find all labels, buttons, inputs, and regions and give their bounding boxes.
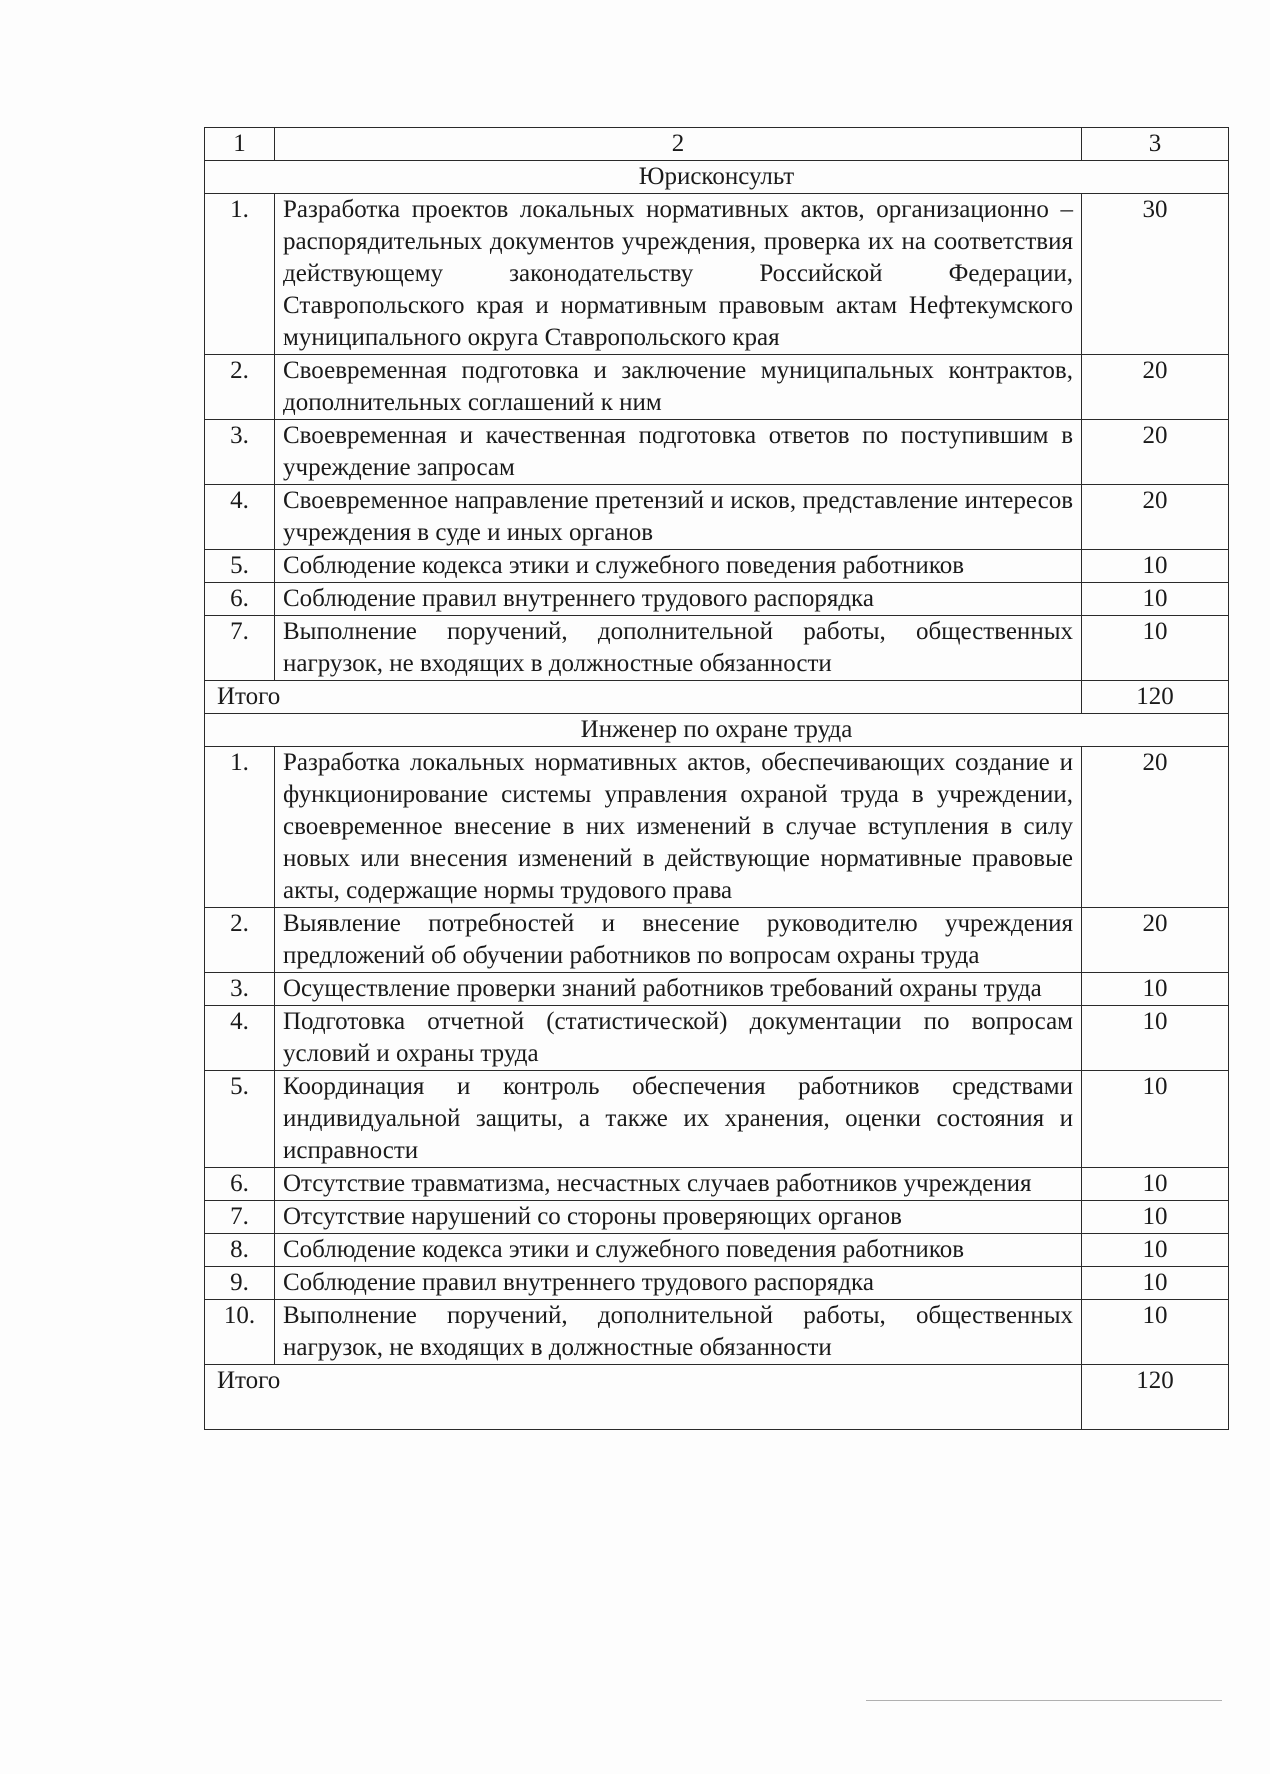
row-points: 10 [1082, 583, 1229, 616]
row-number: 1. [205, 747, 275, 908]
row-description: Осуществление проверки знаний работников требований охраны труда [275, 973, 1082, 1006]
row-points: 20 [1082, 908, 1229, 973]
total-label: Итого [205, 681, 1082, 714]
section-title-row [205, 161, 1229, 194]
row-points: 20 [1082, 355, 1229, 420]
table-row [205, 550, 1229, 583]
row-number: 2. [205, 355, 275, 420]
row-number: 4. [205, 485, 275, 550]
row-number: 8. [205, 1234, 275, 1267]
table-row [205, 973, 1229, 1006]
row-description: Своевременная подготовка и заключение муниципальных контрактов, дополнительных соглашений к ним [275, 355, 1082, 420]
table-row [205, 485, 1229, 550]
table-row [205, 1300, 1229, 1365]
header-col-3: 3 [1082, 128, 1229, 161]
row-description: Разработка локальных нормативных актов, обеспечивающих создание и функционирование системы управления охраной труда в учреждении, своевременное внесение в них изменений в случае вступления в силу новых или внесения изменений в действующие нормативные правовые акты, содержащие нормы трудового права [275, 747, 1082, 908]
section-title-row [205, 714, 1229, 747]
table-row [205, 1006, 1229, 1071]
table-row [205, 1234, 1229, 1267]
total-label: Итого [205, 1365, 1082, 1430]
table-row [205, 908, 1229, 973]
table-row [205, 616, 1229, 681]
table-row [205, 747, 1229, 908]
row-number: 1. [205, 194, 275, 355]
table-row [205, 1267, 1229, 1300]
table-header-row [205, 128, 1229, 161]
row-points: 20 [1082, 420, 1229, 485]
row-points: 10 [1082, 1168, 1229, 1201]
row-points: 20 [1082, 747, 1229, 908]
total-value: 120 [1082, 1365, 1229, 1430]
row-number: 6. [205, 583, 275, 616]
row-number: 10. [205, 1300, 275, 1365]
row-description: Выявление потребностей и внесение руководителю учреждения предложений об обучении работников по вопросам охраны труда [275, 908, 1082, 973]
row-points: 10 [1082, 616, 1229, 681]
bottom-divider [866, 1700, 1222, 1701]
section-title: Юрисконсульт [205, 161, 1229, 194]
row-description: Отсутствие травматизма, несчастных случаев работников учреждения [275, 1168, 1082, 1201]
row-description: Соблюдение правил внутреннего трудового распорядка [275, 583, 1082, 616]
row-number: 9. [205, 1267, 275, 1300]
row-number: 7. [205, 616, 275, 681]
row-points: 10 [1082, 1201, 1229, 1234]
table-row [205, 1071, 1229, 1168]
row-description: Подготовка отчетной (статистической) документации по вопросам условий и охраны труда [275, 1006, 1082, 1071]
row-description: Отсутствие нарушений со стороны проверяющих органов [275, 1201, 1082, 1234]
row-number: 7. [205, 1201, 275, 1234]
row-number: 5. [205, 550, 275, 583]
row-points: 10 [1082, 1267, 1229, 1300]
total-row [205, 681, 1229, 714]
criteria-table-body [205, 128, 1229, 1430]
row-description: Соблюдение правил внутреннего трудового распорядка [275, 1267, 1082, 1300]
row-number: 3. [205, 420, 275, 485]
row-description: Соблюдение кодекса этики и служебного поведения работников [275, 550, 1082, 583]
table-row [205, 355, 1229, 420]
header-col-2: 2 [275, 128, 1082, 161]
row-description: Соблюдение кодекса этики и служебного поведения работников [275, 1234, 1082, 1267]
row-description: Разработка проектов локальных нормативных актов, организационно – распорядительных документов учреждения, проверка их на соответствия действующему законодательству Российской Федерации, Ставропольского края и нормативным правовым актам Нефтекумского муниципального округа Ставропольского края [275, 194, 1082, 355]
row-number: 2. [205, 908, 275, 973]
table-row [205, 1168, 1229, 1201]
row-points: 10 [1082, 1071, 1229, 1168]
row-number: 4. [205, 1006, 275, 1071]
row-points: 10 [1082, 1234, 1229, 1267]
row-points: 20 [1082, 485, 1229, 550]
row-points: 10 [1082, 550, 1229, 583]
row-number: 6. [205, 1168, 275, 1201]
table-row [205, 583, 1229, 616]
row-description: Выполнение поручений, дополнительной работы, общественных нагрузок, не входящих в должностные обязанности [275, 1300, 1082, 1365]
row-points: 10 [1082, 1300, 1229, 1365]
row-description: Координация и контроль обеспечения работников средствами индивидуальной защиты, а также их хранения, оценки состояния и исправности [275, 1071, 1082, 1168]
row-description: Своевременная и качественная подготовка ответов по поступившим в учреждение запросам [275, 420, 1082, 485]
header-col-1: 1 [205, 128, 275, 161]
row-number: 5. [205, 1071, 275, 1168]
row-points: 10 [1082, 1006, 1229, 1071]
row-points: 10 [1082, 973, 1229, 1006]
section-title: Инженер по охране труда [205, 714, 1229, 747]
total-row [205, 1365, 1229, 1430]
row-number: 3. [205, 973, 275, 1006]
table-row [205, 420, 1229, 485]
row-description: Выполнение поручений, дополнительной работы, общественных нагрузок, не входящих в должностные обязанности [275, 616, 1082, 681]
table-row [205, 1201, 1229, 1234]
total-value: 120 [1082, 681, 1229, 714]
row-points: 30 [1082, 194, 1229, 355]
criteria-table [204, 127, 1229, 1430]
row-description: Своевременное направление претензий и исков, представление интересов учреждения в суде и иных органов [275, 485, 1082, 550]
table-row [205, 194, 1229, 355]
